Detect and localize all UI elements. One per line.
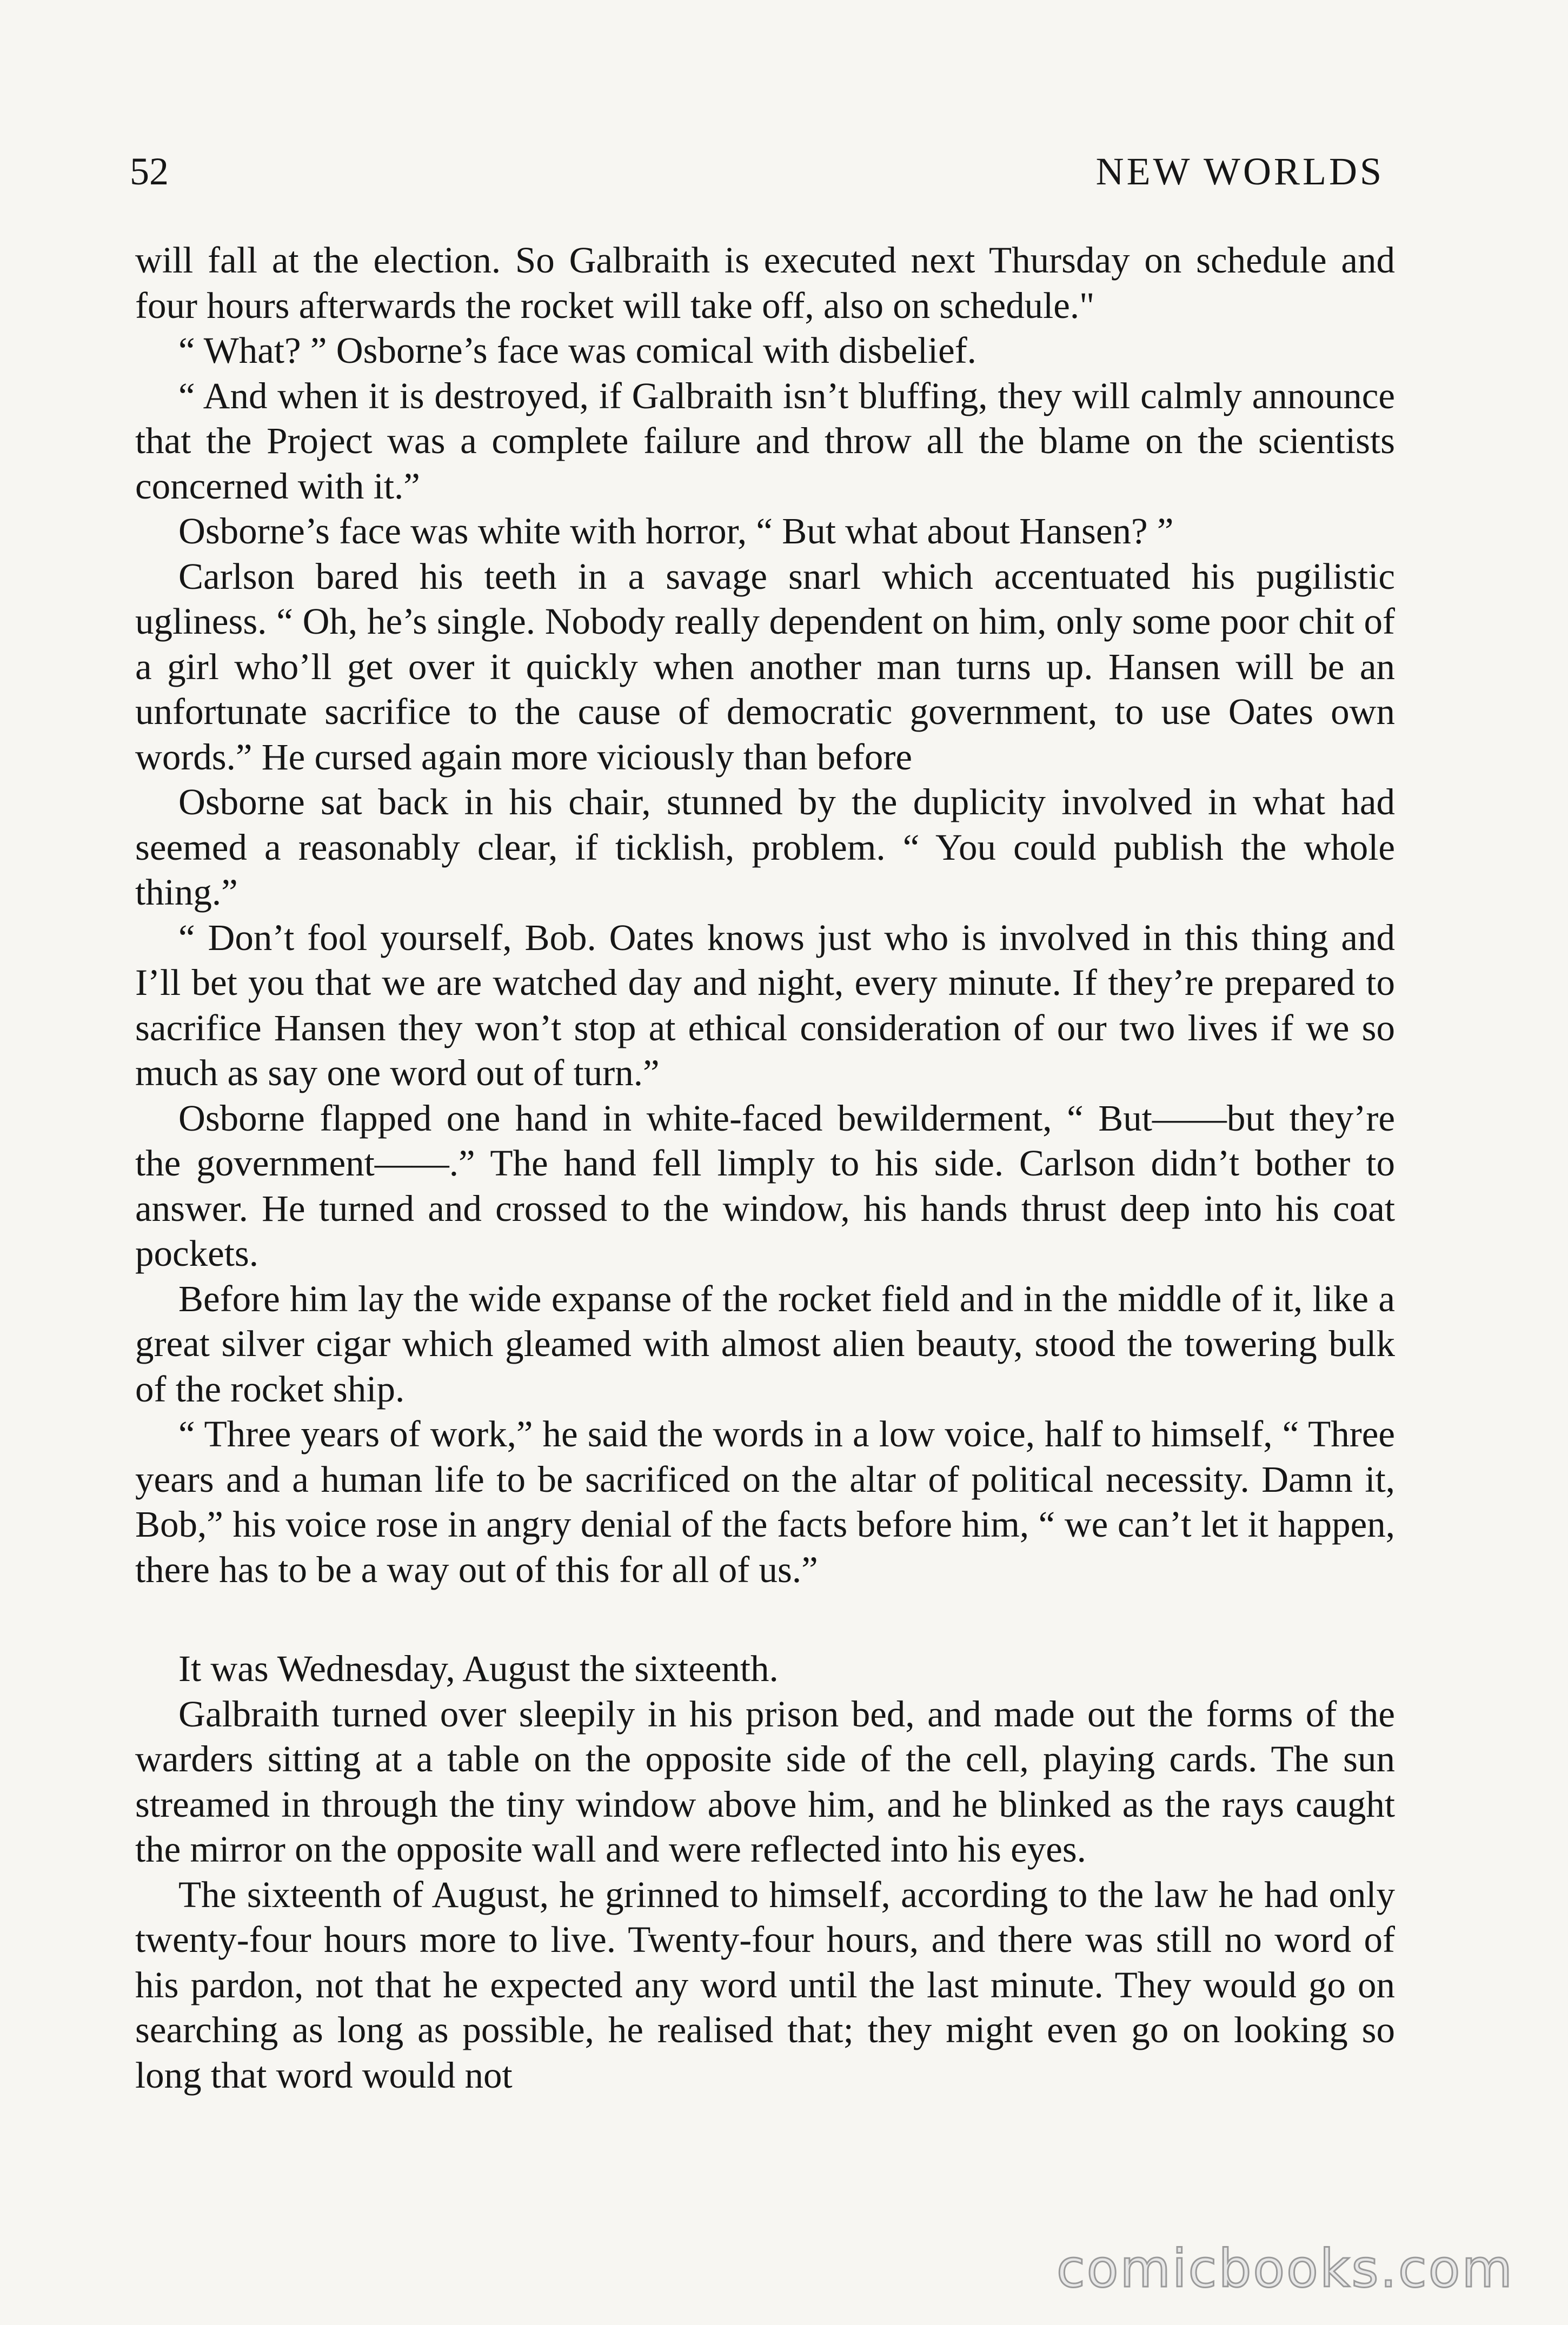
paragraph: Osborne sat back in his chair, stunned by the duplicity involved in what had seemed a reasonably clear, if ticklish, problem. “ You could publish the whole thing.”: [135, 781, 1395, 913]
paragraph: “ What? ” Osborne’s face was comical with disbelief.: [178, 330, 976, 371]
watermark: comicbooks.com: [1056, 2238, 1514, 2299]
page-header: [130, 142, 1384, 201]
paragraph: “ And when it is destroyed, if Galbraith isn’t bluffing, they will calmly announce that the Project was a complete failure and throw all the blame on the scientists concerned with it.”: [135, 375, 1395, 507]
page-number: 52: [130, 150, 169, 193]
running-title: NEW WORLDS: [1095, 150, 1384, 193]
paragraph: will fall at the election. So Galbraith is executed next Thursday on schedule and four hours afterwards the rocket will take off, also on schedule.": [135, 240, 1395, 326]
paragraph: “ Three years of work,” he said the words in a low voice, half to himself, “ Three years and a human life to be sacrificed on the altar of political necessity. Damn it, Bob,” his voice rose in angry denial of the facts before him, “ we can’t let it happen, there has to be a way out of this for all of us.”: [135, 1413, 1395, 1590]
paragraph: Galbraith turned over sleepily in his prison bed, and made out the forms of the warders sitting at a table on the opposite side of the cell, playing cards. The sun streamed in through the tiny window above him, and he blinked as the rays caught the mirror on the opposite wall and were reflected into his eyes.: [135, 1693, 1395, 1870]
paragraph: Osborne’s face was white with horror, “ But what about Hansen? ”: [178, 510, 1174, 552]
body-text: [135, 238, 1395, 2098]
paragraph: The sixteenth of August, he grinned to himself, according to the law he had only twenty-four hours more to live. Twenty-four hours, and there was still no word of his pardon, not that he expected any word until the last minute. They would go on searching as long as possible, he realised that; they might even go on looking so long that word would not: [135, 1874, 1395, 2096]
paragraph: Before him lay the wide expanse of the rocket field and in the middle of it, like a great silver cigar which gleamed with almost alien beauty, stood the towering bulk of the rocket ship.: [135, 1278, 1395, 1410]
paragraph: It was Wednesday, August the sixteenth.: [178, 1648, 779, 1689]
paragraph: “ Don’t fool yourself, Bob. Oates knows just who is involved in this thing and I’ll bet you that we are watched day and night, every minute. If they’re prepared to sacrifice Hansen they won’t stop at ethical consideration of our two lives if we so much as say one word out of turn.”: [135, 916, 1395, 1093]
paragraph: Carlson bared his teeth in a savage snarl which accentuated his pugilistic ugliness. “ Oh, he’s single. Nobody really dependent on him, only some poor chit of a girl who’ll get over it quickly when another man turns up. Hansen will be an unfortunate sacrifice to the cause of democratic government, to use Oates own words.” He cursed again more viciously than before: [135, 555, 1395, 778]
paragraph: Osborne flapped one hand in white-faced bewilderment, “ But——but they’re the government——.” The hand fell limply to his side. Carlson didn’t bother to answer. He turned and crossed to the window, his hands thrust deep into his coat pockets.: [135, 1097, 1395, 1274]
